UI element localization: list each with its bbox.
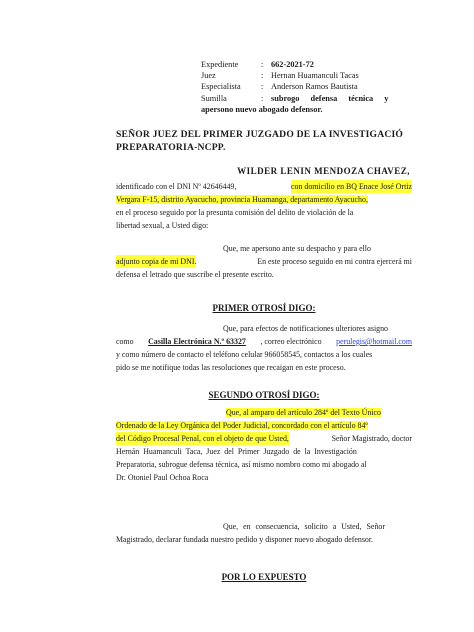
colon: : <box>261 71 264 81</box>
sumilla-label: Sumilla <box>201 93 227 103</box>
primer-line-1: Que, para efectos de notificaciones ulteriores asigno <box>223 324 388 333</box>
segundo-otrosi-paragraph <box>116 406 412 484</box>
title-line-1: SEÑOR JUEZ DEL PRIMER JUZGADO DE LA INVESTIGACIÓ <box>116 129 404 140</box>
consecuencia-line-2: Magistrado, declarar fundada nuestro pedido y disponer nuevo abogado defensor. <box>116 535 374 544</box>
segundo-line-3-text: Señor Magistrado, doctor <box>331 434 412 443</box>
intro-line-1 <box>116 180 412 193</box>
intro-dni: identificado con el DNI Nº 42646449, <box>116 182 237 191</box>
expediente-row <box>201 59 421 70</box>
expediente-value: 662-2021-72 <box>271 60 314 69</box>
primer-otrosi-paragraph <box>116 322 412 374</box>
apersono-paragraph <box>116 242 412 281</box>
primer-line-2 <box>116 335 412 348</box>
petitioner-name: WILDER LENIN MENDOZA CHAVEZ, <box>237 166 410 176</box>
segundo-line-2 <box>116 419 412 432</box>
colon: : <box>261 82 264 92</box>
apersono-line-2 <box>116 255 412 268</box>
segundo-line-5: Preparatoria, subrogue defensa técnica, así mismo nombro como mi abogado al <box>116 460 367 469</box>
consecuencia-paragraph <box>116 520 412 546</box>
primer-line-3: y como número de contacto el teléfono celular 966058545, contactos a los cuales <box>116 350 373 359</box>
especialista-value: Anderson Ramos Bautista <box>271 82 358 92</box>
intro-line-3: en el proceso seguido por la presunta comisión del delito de violación de la <box>116 208 354 217</box>
juez-label: Juez <box>201 71 216 81</box>
expediente-label: Expediente <box>201 60 239 69</box>
primer-otrosi-heading: PRIMER OTROSÍ DIGO: <box>212 303 316 313</box>
colon: : <box>261 60 264 69</box>
especialista-row <box>201 81 421 92</box>
primer-correo-label: , correo electrónico <box>260 337 322 346</box>
juez-row <box>201 70 421 81</box>
document-title <box>116 129 412 154</box>
apersono-line-3: defensa el letrado que suscribe el presente escrito. <box>116 270 274 279</box>
sumilla-value-2: apersono nuevo abogado defensor. <box>201 104 323 114</box>
dni-copy-highlight: adjunto copia de mi DNI. <box>116 257 197 266</box>
segundo-line-3 <box>116 432 412 445</box>
intro-line-2 <box>116 193 412 206</box>
sumilla-row-2 <box>201 104 421 115</box>
intro-line-4: libertad sexual, a Usted digo: <box>116 221 209 230</box>
primer-como: como <box>116 337 134 346</box>
segundo-highlight-3: del Código Procesal Penal, con el objeto de que Usted, <box>116 434 289 443</box>
sumilla-row <box>201 93 421 104</box>
email-link[interactable]: perulegis@hotmail.com <box>336 337 412 346</box>
segundo-highlight-1: Que, al amparo del artículo 284º del Texto Único <box>226 408 381 417</box>
casilla-electronica: Casilla Electrónica N.º 63327 <box>148 337 246 346</box>
por-lo-expuesto-heading: POR LO EXPUESTO <box>221 572 307 582</box>
juez-value: Hernan Huamanculi Tacas <box>271 71 359 81</box>
especialista-label: Especialista <box>201 82 241 92</box>
title-line-2: PREPARATORIA-NCPP. <box>116 141 226 153</box>
intro-domicilio: con domicilio en BQ Enace José Ortiz <box>291 182 412 191</box>
consecuencia-line-1: Que, en consecuencia, solicito a Usted, Señor <box>223 522 385 531</box>
intro-paragraph <box>116 165 412 232</box>
segundo-line-1 <box>116 406 412 419</box>
segundo-highlight-2: Ordenado de la Ley Orgánica del Poder Judicial, concordado con el artículo 84º <box>116 421 368 430</box>
intro-address-highlight: Vergara F-15, distrito Ayacucho, provincia Huamanga, departamento Ayacucho, <box>116 195 368 204</box>
segundo-line-6: Dr. Otoniel Paul Ochoa Roca <box>116 473 209 482</box>
segundo-line-4: Hernán Huamanculi Taca, Juez del Primer Juzgado de la Investigación <box>116 447 357 456</box>
primer-line-4: pido se me notifique todas las resoluciones que recaigan en este proceso. <box>116 363 346 372</box>
case-header <box>201 59 421 115</box>
colon: : <box>261 93 264 103</box>
apersono-line-2-text: En este proceso seguido en mi contra ejercerá mi <box>257 257 412 266</box>
apersono-line-1: Que, me apersono ante su despacho y para ello <box>223 244 371 253</box>
sumilla-value: subrogo defensa técnica y <box>271 93 389 103</box>
segundo-otrosi-heading: SEGUNDO OTROSÍ DIGO: <box>208 390 320 400</box>
